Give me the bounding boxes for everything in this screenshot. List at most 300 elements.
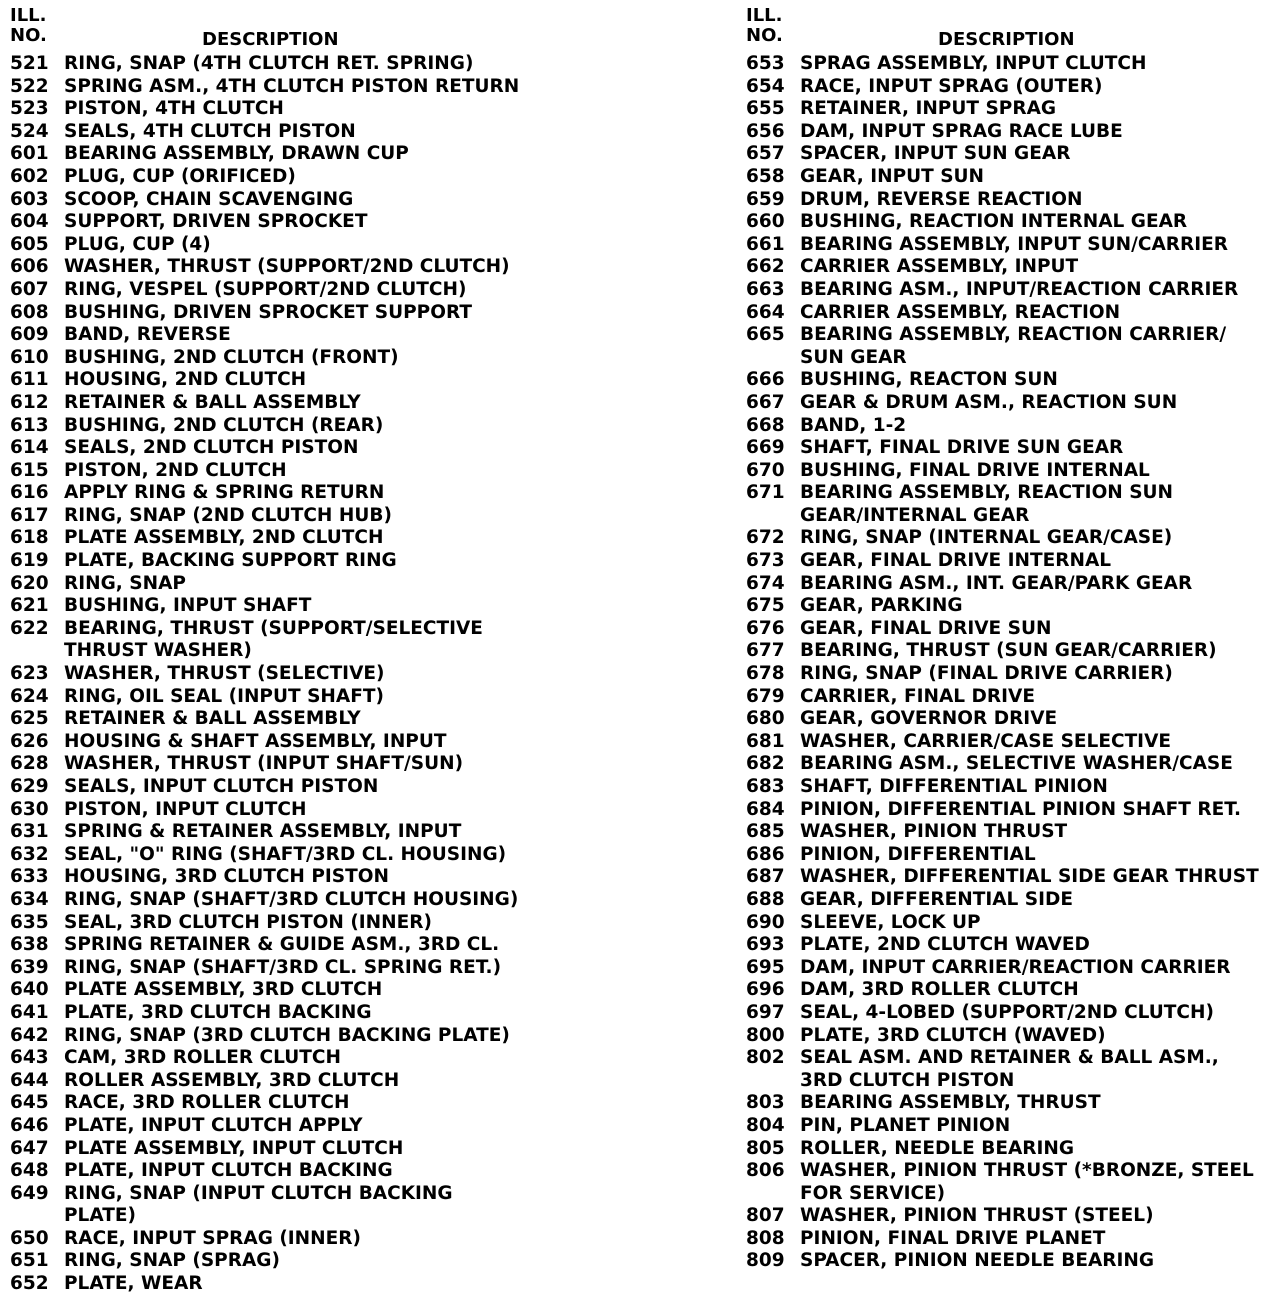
part-description: PLATE) (64, 1205, 136, 1227)
ill-number: 632 (10, 843, 49, 865)
part-row (10, 211, 610, 234)
ill-number: 639 (10, 956, 49, 978)
part-description: RING, SNAP (SPRAG) (64, 1250, 280, 1272)
part-description: PINION, DIFFERENTIAL PINION SHAFT RET. (800, 798, 1242, 820)
part-description: PLATE ASSEMBLY, 3RD CLUTCH (64, 979, 383, 1001)
part-description: PLUG, CUP (4) (64, 233, 211, 255)
ill-number: 804 (746, 1114, 785, 1136)
ill-number (746, 1183, 800, 1206)
part-row (746, 143, 1276, 166)
part-description: RING, SNAP (2ND CLUTCH HUB) (64, 504, 392, 526)
ill-number: 684 (746, 798, 785, 820)
left-column (10, 6, 610, 1296)
ill-number: 676 (746, 617, 785, 639)
part-row (746, 234, 1276, 257)
ill-number: 675 (746, 595, 785, 617)
ill-number: 800 (746, 1024, 785, 1046)
ill-number: 696 (746, 979, 785, 1001)
parts-list-left (10, 53, 610, 1296)
part-row (10, 482, 610, 505)
part-description: BUSHING, REACTION INTERNAL GEAR (800, 211, 1188, 233)
part-row (746, 1205, 1276, 1228)
parts-list-right (746, 53, 1276, 1273)
part-description: RING, SNAP (INTERNAL GEAR/CASE) (800, 527, 1173, 549)
part-row (10, 437, 610, 460)
part-row (746, 866, 1276, 889)
ill-number: 657 (746, 143, 785, 165)
ill-number: 602 (10, 165, 49, 187)
part-row-continuation (746, 1070, 1276, 1093)
ill-number: 688 (746, 888, 785, 910)
part-row (10, 799, 610, 822)
ill-number: 524 (10, 120, 49, 142)
part-description: WASHER, THRUST (INPUT SHAFT/SUN) (64, 753, 464, 775)
part-row (746, 1002, 1276, 1025)
part-description: HOUSING, 2ND CLUTCH (64, 369, 307, 391)
part-description: RING, SNAP (FINAL DRIVE CARRIER) (800, 663, 1173, 685)
part-description: PISTON, INPUT CLUTCH (64, 798, 307, 820)
part-description: RING, SNAP (INPUT CLUTCH BACKING (64, 1182, 453, 1204)
part-description: BEARING ASSEMBLY, THRUST (800, 1092, 1101, 1114)
part-row (746, 776, 1276, 799)
ill-number: 638 (10, 934, 49, 956)
ill-number: 658 (746, 165, 785, 187)
part-row (10, 776, 610, 799)
ill-number: 624 (10, 685, 49, 707)
description-header: DESCRIPTION (938, 29, 1075, 50)
ill-number: 807 (746, 1205, 785, 1227)
part-row (10, 143, 610, 166)
part-row (10, 1183, 610, 1206)
part-description: BEARING, THRUST (SUPPORT/SELECTIVE (64, 617, 483, 639)
ill-number: 803 (746, 1092, 785, 1114)
part-row (10, 527, 610, 550)
part-description: CAM, 3RD ROLLER CLUTCH (64, 1047, 341, 1069)
part-description: DAM, INPUT SPRAG RACE LUBE (800, 120, 1123, 142)
part-description: BEARING ASM., SELECTIVE WASHER/CASE (800, 753, 1233, 775)
part-description: WASHER, PINION THRUST (STEEL) (800, 1205, 1154, 1227)
ill-label: ILL. (10, 5, 47, 26)
part-description: GEAR, INPUT SUN (800, 165, 985, 187)
ill-number: 683 (746, 776, 785, 797)
ill-number: 664 (746, 301, 785, 323)
part-description: PLATE, WEAR (64, 1273, 203, 1295)
part-description: SPRING RETAINER & GUIDE ASM., 3RD CL. (64, 934, 500, 956)
part-description: SEAL, 3RD CLUTCH PISTON (INNER) (64, 911, 432, 933)
part-description: GEAR & DRUM ASM., REACTION SUN (800, 391, 1178, 413)
part-description: BUSHING, 2ND CLUTCH (REAR) (64, 414, 384, 436)
part-row (10, 1002, 610, 1025)
part-description: PLATE, 2ND CLUTCH WAVED (800, 934, 1090, 956)
ill-number: 647 (10, 1137, 49, 1159)
ill-number: 620 (10, 572, 49, 594)
part-description: DRUM, REVERSE REACTION (800, 188, 1083, 210)
part-description: SEALS, INPUT CLUTCH PISTON (64, 776, 379, 797)
part-description: SUPPORT, DRIVEN SPROCKET (64, 211, 368, 233)
part-description: PISTON, 4TH CLUTCH (64, 98, 284, 120)
ill-number: 678 (746, 663, 785, 685)
part-row (10, 1228, 610, 1251)
part-row (746, 731, 1276, 754)
part-row (746, 1025, 1276, 1048)
part-description: ROLLER ASSEMBLY, 3RD CLUTCH (64, 1069, 400, 1091)
part-description: SPACER, INPUT SUN GEAR (800, 143, 1071, 165)
part-row (10, 957, 610, 980)
ill-number (10, 640, 64, 663)
ill-number (746, 1070, 800, 1093)
ill-number: 628 (10, 753, 49, 775)
part-row (746, 392, 1276, 415)
ill-number: 681 (746, 730, 785, 752)
part-row (10, 1092, 610, 1115)
part-description: WASHER, PINION THRUST (800, 821, 1068, 843)
part-row (746, 53, 1276, 76)
ill-number: 661 (746, 233, 785, 255)
part-description: PLATE, 3RD CLUTCH (WAVED) (800, 1024, 1106, 1046)
part-description: PLUG, CUP (ORIFICED) (64, 165, 296, 187)
right-column (746, 6, 1276, 1273)
ill-number: 655 (746, 98, 785, 120)
ill-number: 630 (10, 798, 49, 820)
part-description: RING, OIL SEAL (INPUT SHAFT) (64, 685, 384, 707)
ill-no-header (10, 6, 47, 46)
part-description: SEAL ASM. AND RETAINER & BALL ASM., (800, 1047, 1219, 1069)
part-row (10, 1273, 610, 1296)
part-description: WASHER, CARRIER/CASE SELECTIVE (800, 730, 1172, 752)
part-description: RETAINER & BALL ASSEMBLY (64, 391, 361, 413)
part-description: RACE, 3RD ROLLER CLUTCH (64, 1092, 350, 1114)
part-description: SPRING ASM., 4TH CLUTCH PISTON RETURN (64, 75, 520, 97)
ill-number: 612 (10, 391, 49, 413)
part-row (746, 256, 1276, 279)
part-row (746, 957, 1276, 980)
part-row (10, 844, 610, 867)
ill-number: 621 (10, 595, 49, 617)
ill-number: 650 (10, 1227, 49, 1249)
part-description: PLATE, INPUT CLUTCH BACKING (64, 1160, 393, 1182)
part-description: SHAFT, FINAL DRIVE SUN GEAR (800, 437, 1124, 459)
ill-number: 653 (746, 53, 785, 74)
part-row (746, 595, 1276, 618)
ill-number: 690 (746, 911, 785, 933)
ill-number: 625 (10, 708, 49, 730)
left-column-header (10, 6, 610, 53)
part-row (746, 415, 1276, 438)
ill-number: 662 (746, 256, 785, 278)
part-row (10, 550, 610, 573)
part-row (10, 460, 610, 483)
ill-number: 616 (10, 482, 49, 504)
part-description: GEAR, DIFFERENTIAL SIDE (800, 888, 1073, 910)
ill-number: 677 (746, 640, 785, 662)
part-row (10, 618, 610, 641)
ill-number: 633 (10, 866, 49, 888)
part-description: HOUSING, 3RD CLUTCH PISTON (64, 866, 389, 888)
part-row (746, 1115, 1276, 1138)
part-row (10, 663, 610, 686)
part-row (10, 166, 610, 189)
part-row (746, 1092, 1276, 1115)
part-description: PLATE ASSEMBLY, INPUT CLUTCH (64, 1137, 404, 1159)
part-description: WASHER, PINION THRUST (*BRONZE, STEEL (800, 1160, 1254, 1182)
ill-number: 651 (10, 1250, 49, 1272)
ill-number: 682 (746, 753, 785, 775)
part-description: PLATE ASSEMBLY, 2ND CLUTCH (64, 527, 384, 549)
part-description: RACE, INPUT SPRAG (INNER) (64, 1227, 361, 1249)
part-description: BAND, REVERSE (64, 324, 231, 346)
part-description: PINION, DIFFERENTIAL (800, 843, 1036, 865)
part-row (746, 1047, 1276, 1070)
part-description: BEARING ASSEMBLY, REACTION CARRIER/ (800, 324, 1227, 346)
part-description: GEAR/INTERNAL GEAR (800, 504, 1030, 526)
part-row (746, 527, 1276, 550)
part-row (10, 979, 610, 1002)
part-description: SPRAG ASSEMBLY, INPUT CLUTCH (800, 53, 1147, 74)
part-description: CARRIER ASSEMBLY, INPUT (800, 256, 1079, 278)
part-description: BEARING ASSEMBLY, DRAWN CUP (64, 143, 409, 165)
part-description: RETAINER, INPUT SPRAG (800, 98, 1057, 120)
ill-number (10, 1205, 64, 1228)
part-row-continuation (10, 1205, 610, 1228)
part-description: SEAL, 4-LOBED (SUPPORT/2ND CLUTCH) (800, 1001, 1214, 1023)
part-row (10, 121, 610, 144)
part-description: BUSHING, 2ND CLUTCH (FRONT) (64, 346, 399, 368)
ill-number: 693 (746, 934, 785, 956)
part-row (746, 573, 1276, 596)
part-row (746, 821, 1276, 844)
ill-number: 640 (10, 979, 49, 1001)
part-row (10, 234, 610, 257)
part-row (746, 98, 1276, 121)
ill-number: 642 (10, 1024, 49, 1046)
ill-number: 686 (746, 843, 785, 865)
ill-number: 641 (10, 1001, 49, 1023)
ill-number: 605 (10, 233, 49, 255)
ill-number: 622 (10, 617, 49, 639)
part-description: FOR SERVICE) (800, 1182, 946, 1204)
part-row (746, 663, 1276, 686)
part-row (746, 369, 1276, 392)
part-row (10, 302, 610, 325)
part-description: RING, SNAP (SHAFT/3RD CL. SPRING RET.) (64, 956, 502, 978)
part-row (10, 753, 610, 776)
ill-number: 607 (10, 278, 49, 300)
ill-number: 669 (746, 437, 785, 459)
ill-number: 523 (10, 98, 49, 120)
part-row (746, 753, 1276, 776)
part-description: SCOOP, CHAIN SCAVENGING (64, 188, 354, 210)
part-row (746, 482, 1276, 505)
ill-number: 604 (10, 211, 49, 233)
part-row (10, 189, 610, 212)
part-description: RETAINER & BALL ASSEMBLY (64, 708, 361, 730)
part-description: SUN GEAR (800, 346, 907, 368)
part-description: PLATE, BACKING SUPPORT RING (64, 550, 397, 572)
part-description: GEAR, GOVERNOR DRIVE (800, 708, 1058, 730)
part-row (10, 76, 610, 99)
ill-number: 609 (10, 324, 49, 346)
part-description: APPLY RING & SPRING RETURN (64, 482, 385, 504)
part-row (10, 98, 610, 121)
part-description: PLATE, 3RD CLUTCH BACKING (64, 1001, 372, 1023)
part-description: BEARING ASSEMBLY, REACTION SUN (800, 482, 1174, 504)
part-row (746, 1138, 1276, 1161)
ill-number: 806 (746, 1160, 785, 1182)
right-column-header (746, 6, 1276, 53)
part-description: DAM, 3RD ROLLER CLUTCH (800, 979, 1079, 1001)
ill-number: 654 (746, 75, 785, 97)
ill-number: 665 (746, 324, 785, 346)
part-row (746, 550, 1276, 573)
ill-number: 608 (10, 301, 49, 323)
ill-number: 652 (10, 1273, 49, 1295)
ill-number: 809 (746, 1250, 785, 1272)
part-row (10, 392, 610, 415)
part-row (746, 708, 1276, 731)
part-row (746, 889, 1276, 912)
part-description: BUSHING, INPUT SHAFT (64, 595, 312, 617)
part-description: PINION, FINAL DRIVE PLANET (800, 1227, 1106, 1249)
ill-number: 644 (10, 1069, 49, 1091)
part-description: BUSHING, DRIVEN SPROCKET SUPPORT (64, 301, 473, 323)
part-row (10, 505, 610, 528)
part-description: RING, VESPEL (SUPPORT/2ND CLUTCH) (64, 278, 467, 300)
ill-number: 697 (746, 1001, 785, 1023)
ill-number: 643 (10, 1047, 49, 1069)
part-description: BAND, 1-2 (800, 414, 907, 436)
ill-number: 601 (10, 143, 49, 165)
ill-number: 695 (746, 956, 785, 978)
part-row (746, 121, 1276, 144)
part-row (746, 934, 1276, 957)
part-description: WASHER, THRUST (SELECTIVE) (64, 663, 385, 685)
ill-number: 660 (746, 211, 785, 233)
ill-number: 615 (10, 459, 49, 481)
part-description: BEARING, THRUST (SUN GEAR/CARRIER) (800, 640, 1217, 662)
ill-number: 614 (10, 437, 49, 459)
part-row (746, 1160, 1276, 1183)
ill-number: 603 (10, 188, 49, 210)
ill-number: 623 (10, 663, 49, 685)
part-description: RING, SNAP (64, 572, 186, 594)
part-row (10, 279, 610, 302)
ill-number (746, 505, 800, 528)
part-row (10, 1047, 610, 1070)
ill-number (746, 347, 800, 370)
part-description: BEARING ASM., INT. GEAR/PARK GEAR (800, 572, 1193, 594)
part-row (746, 279, 1276, 302)
ill-number: 808 (746, 1227, 785, 1249)
part-description: SEALS, 2ND CLUTCH PISTON (64, 437, 359, 459)
ill-number: 668 (746, 414, 785, 436)
ill-number: 610 (10, 346, 49, 368)
part-description: CARRIER ASSEMBLY, REACTION (800, 301, 1121, 323)
part-description: GEAR, FINAL DRIVE SUN (800, 617, 1052, 639)
part-description: SPACER, PINION NEEDLE BEARING (800, 1250, 1155, 1272)
ill-number: 629 (10, 776, 49, 797)
ill-no-header (746, 6, 783, 46)
part-row (10, 934, 610, 957)
part-description: BUSHING, REACTON SUN (800, 369, 1058, 391)
part-description: SLEEVE, LOCK UP (800, 911, 981, 933)
ill-number: 673 (746, 550, 785, 572)
part-description: RING, SNAP (4TH CLUTCH RET. SPRING) (64, 53, 474, 74)
part-row (746, 302, 1276, 325)
part-description: RING, SNAP (3RD CLUTCH BACKING PLATE) (64, 1024, 510, 1046)
part-row (10, 686, 610, 709)
part-row (10, 866, 610, 889)
part-description: BUSHING, FINAL DRIVE INTERNAL (800, 459, 1150, 481)
ill-number: 619 (10, 550, 49, 572)
part-row (10, 1160, 610, 1183)
part-row-continuation (746, 1183, 1276, 1206)
part-row (10, 595, 610, 618)
part-row (746, 686, 1276, 709)
ill-number: 618 (10, 527, 49, 549)
part-row (10, 347, 610, 370)
ill-number: 635 (10, 911, 49, 933)
ill-number: 634 (10, 888, 49, 910)
part-row (746, 189, 1276, 212)
part-description: PISTON, 2ND CLUTCH (64, 459, 287, 481)
ill-number: 522 (10, 75, 49, 97)
ill-number: 679 (746, 685, 785, 707)
part-description: 3RD CLUTCH PISTON (800, 1069, 1015, 1091)
part-row (746, 979, 1276, 1002)
part-row (10, 889, 610, 912)
part-row (10, 573, 610, 596)
no-label: NO. (746, 25, 783, 46)
part-description: HOUSING & SHAFT ASSEMBLY, INPUT (64, 730, 447, 752)
part-description: RING, SNAP (SHAFT/3RD CLUTCH HOUSING) (64, 888, 519, 910)
ill-number: 617 (10, 504, 49, 526)
ill-number: 645 (10, 1092, 49, 1114)
ill-number: 674 (746, 572, 785, 594)
ill-number: 648 (10, 1160, 49, 1182)
ill-number: 680 (746, 708, 785, 730)
part-description: SEAL, "O" RING (SHAFT/3RD CL. HOUSING) (64, 843, 507, 865)
ill-number: 626 (10, 730, 49, 752)
ill-number: 666 (746, 369, 785, 391)
part-row (746, 437, 1276, 460)
ill-number: 631 (10, 821, 49, 843)
ill-number: 671 (746, 482, 785, 504)
part-row (746, 1228, 1276, 1251)
part-row (10, 369, 610, 392)
ill-number: 685 (746, 821, 785, 843)
part-description: ROLLER, NEEDLE BEARING (800, 1137, 1075, 1159)
part-row (10, 731, 610, 754)
part-row (746, 912, 1276, 935)
part-row (10, 1070, 610, 1093)
part-row (746, 618, 1276, 641)
ill-number: 672 (746, 527, 785, 549)
ill-number: 656 (746, 120, 785, 142)
part-description: PLATE, INPUT CLUTCH APPLY (64, 1114, 363, 1136)
part-row (746, 166, 1276, 189)
part-description: PIN, PLANET PINION (800, 1114, 1011, 1136)
ill-number: 805 (746, 1137, 785, 1159)
part-row (10, 1025, 610, 1048)
part-description: SHAFT, DIFFERENTIAL PINION (800, 776, 1108, 797)
part-row (10, 256, 610, 279)
part-row (746, 799, 1276, 822)
part-description: DAM, INPUT CARRIER/REACTION CARRIER (800, 956, 1231, 978)
description-header: DESCRIPTION (202, 29, 339, 50)
part-row (10, 912, 610, 935)
part-row-continuation (746, 505, 1276, 528)
part-row (10, 708, 610, 731)
